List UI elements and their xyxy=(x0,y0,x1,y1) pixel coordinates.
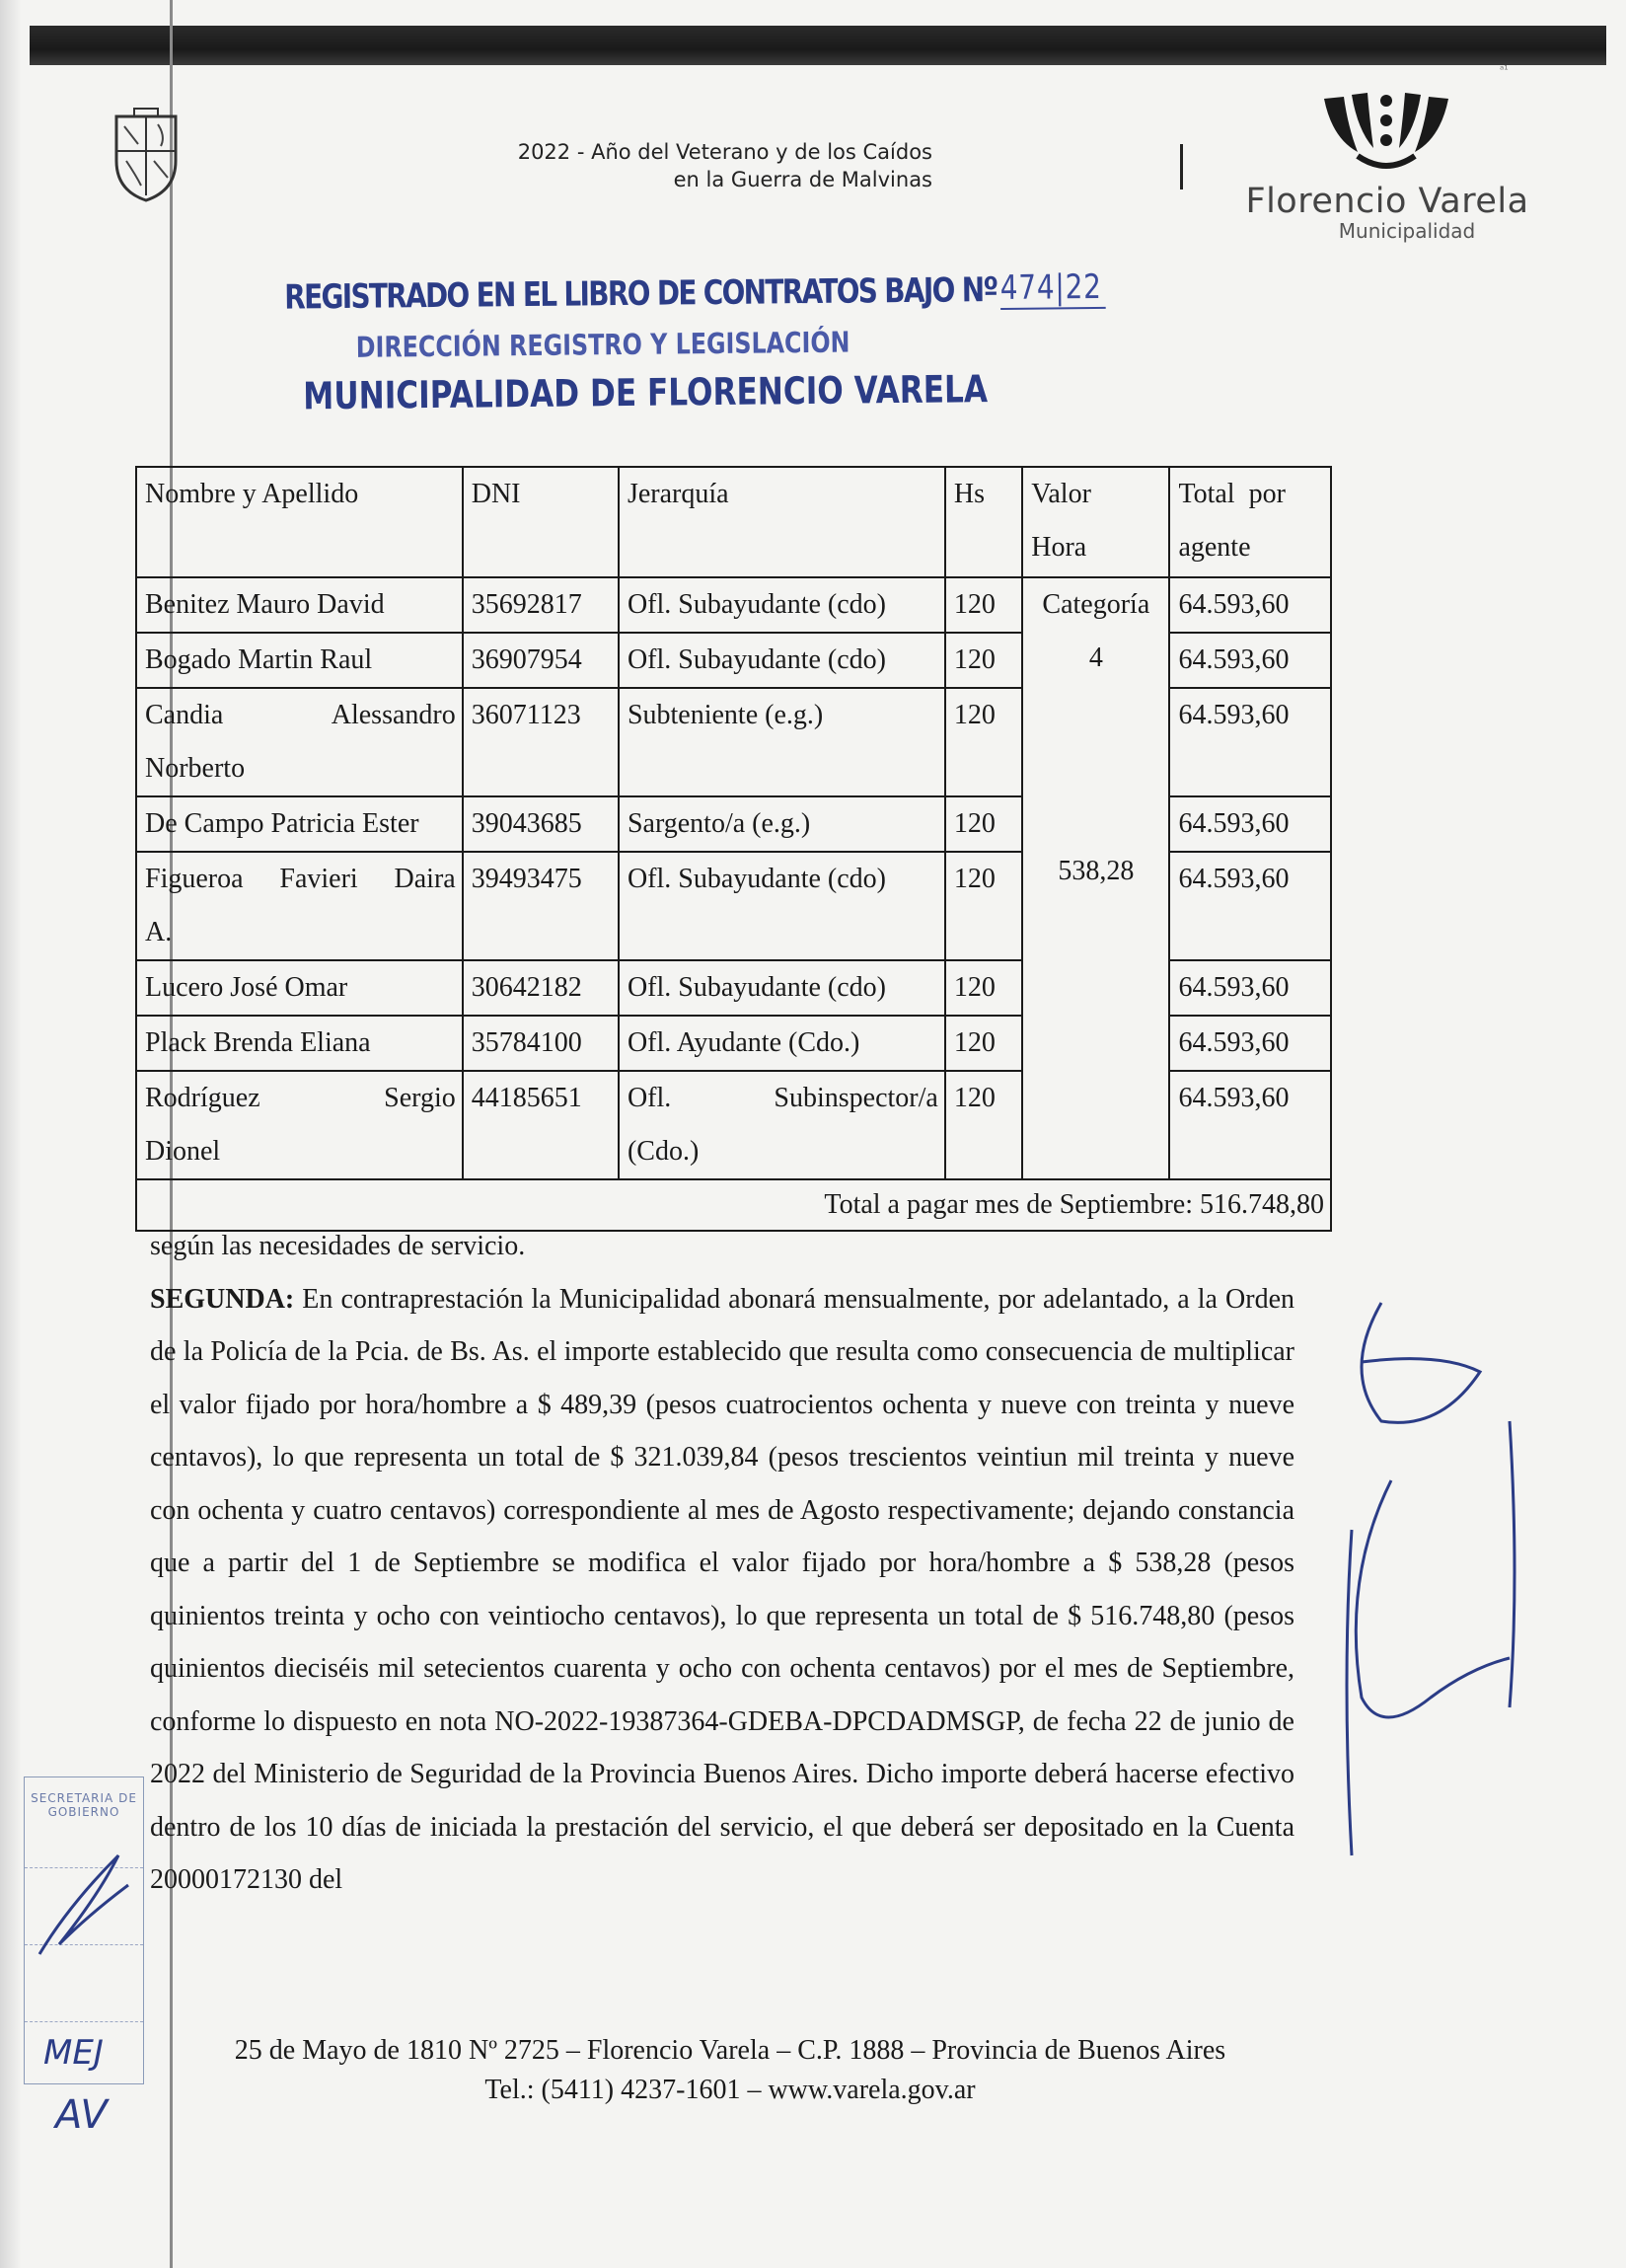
table-row xyxy=(136,577,1331,633)
header-dni: DNI xyxy=(463,467,619,577)
row-name: Bogado Martin Raul xyxy=(136,633,463,688)
row-name: De Campo Patricia Ester xyxy=(136,796,463,852)
row-name: Benitez Mauro David xyxy=(136,577,463,633)
row-jerarquia: Sargento/a (e.g.) xyxy=(619,796,945,852)
clause-segunda xyxy=(150,1273,1294,1907)
row-name xyxy=(136,852,463,960)
row-hs: 120 xyxy=(945,960,1022,1016)
name-part: Dionel xyxy=(145,1136,221,1167)
header-valor-line1: Valor xyxy=(1031,479,1091,509)
row-total: 64.593,60 xyxy=(1169,796,1331,852)
footer-address: 25 de Mayo de 1810 Nº 2725 – Florencio Varela – C.P. 1888 – Provincia de Buenos Aires xyxy=(234,2035,1226,2066)
row-hs: 120 xyxy=(945,688,1022,796)
contract-body xyxy=(150,1220,1294,1907)
row-hs: 120 xyxy=(945,577,1022,633)
row-dni: 36907954 xyxy=(463,633,619,688)
clause-segunda-label: SEGUNDA: xyxy=(150,1283,295,1315)
header-jerarquia: Jerarquía xyxy=(619,467,945,577)
handwritten-signature-icon xyxy=(1322,1283,1569,1875)
footer-contact: Tel.: (5411) 4237-1601 – www.varela.gov.ar xyxy=(484,2075,976,2105)
row-total: 64.593,60 xyxy=(1169,1016,1331,1071)
header-total-line1: Total por xyxy=(1178,479,1286,509)
name-part: Candia xyxy=(145,700,224,730)
stamp-line-2: DIRECCIÓN REGISTRO Y LEGISLACIÓN xyxy=(355,325,850,364)
jer-part: (Cdo.) xyxy=(627,1136,700,1167)
row-dni: 35784100 xyxy=(463,1016,619,1071)
row-jerarquia xyxy=(619,1071,945,1179)
logo-subtitle: Municipalidad xyxy=(1338,219,1476,243)
row-total: 64.593,60 xyxy=(1169,633,1331,688)
row-jerarquia: Subteniente (e.g.) xyxy=(619,688,945,796)
row-name: Lucero José Omar xyxy=(136,960,463,1016)
row-dni: 35692817 xyxy=(463,577,619,633)
valor-categoria-line2: 4 xyxy=(1088,643,1103,673)
scan-top-bar xyxy=(30,26,1606,65)
row-jerarquia: Ofl. Subayudante (cdo) xyxy=(619,633,945,688)
header-motto xyxy=(434,138,932,193)
page-footer xyxy=(158,2031,1302,2110)
corner-mark: ᵃ¹ xyxy=(1500,63,1509,76)
name-part: Daira xyxy=(394,864,456,894)
stamp-number: 474|22 xyxy=(1000,267,1106,310)
row-dni: 36071123 xyxy=(463,688,619,796)
jer-part: Subinspector/a xyxy=(774,1083,938,1113)
row-dni: 44185651 xyxy=(463,1071,619,1179)
row-dni: 39043685 xyxy=(463,796,619,852)
name-part: Norberto xyxy=(145,753,246,784)
row-total: 64.593,60 xyxy=(1169,577,1331,633)
header-total xyxy=(1169,467,1331,577)
row-hs: 120 xyxy=(945,796,1022,852)
row-hs: 120 xyxy=(945,1071,1022,1179)
name-part: Sergio xyxy=(384,1083,456,1113)
initials-av: AV xyxy=(55,2092,108,2138)
row-total: 64.593,60 xyxy=(1169,688,1331,796)
motto-line-2: en la Guerra de Malvinas xyxy=(673,168,932,191)
stamp-line-3: MUNICIPALIDAD DE FLORENCIO VARELA xyxy=(303,367,989,418)
secretaria-label: SECRETARIA DE GOBIERNO xyxy=(25,1777,143,1868)
row-dni: 39493475 xyxy=(463,852,619,960)
clause-segunda-text: En contraprestación la Municipalidad abonará mensualmente, por adelantado, a la Orden de la Policía de la Pcia. de Bs. As. el importe establecido que resulta como consecuencia de multiplicar el valor fijado por hora/hombre a $ 489,39 (pesos cuatrocientos ochenta y nueve con treinta y nueve centavos), lo que representa un total de $ 321.039,84 (pesos trescientos veintiun mil treinta y nueve con ochenta y cuatro centavos) correspondiente al mes de Agosto respectivamente; dejando constancia que a partir del 1 de Septiembre se modifica el valor fijado por hora/hombre a $ 538,28 (pesos quinientos treinta y ocho con veintiocho centavos), lo que representa un total de $ 516.748,80 (pesos quinientos dieciséis mil setecientos cuarenta y ocho con ochenta centavos) por el mes de Septiembre, conforme lo dispuesto en nota NO-2022-19387364-GDEBA-DPCDADMSGP, de fecha 22 de junio de 2022 del Ministerio de Seguridad de la Provincia Buenos Aires. Dicho importe deberá hacerse efectivo dentro de los 10 días de iniciada la prestación del servicio, el que deberá ser depositado en la Cuenta 20000172130 del xyxy=(150,1283,1294,1895)
scan-left-edge xyxy=(0,0,22,2268)
row-total: 64.593,60 xyxy=(1169,852,1331,960)
name-part: A. xyxy=(145,917,173,947)
row-jerarquia: Ofl. Ayudante (Cdo.) xyxy=(619,1016,945,1071)
row-name xyxy=(136,688,463,796)
florencio-varela-logo-icon xyxy=(1318,91,1454,172)
valor-hora-value: 538,28 xyxy=(1058,856,1135,886)
row-jerarquia: Ofl. Subayudante (cdo) xyxy=(619,960,945,1016)
row-total: 64.593,60 xyxy=(1169,1071,1331,1179)
header-name: Nombre y Apellido xyxy=(136,467,463,577)
side-initial-scribble-icon xyxy=(30,1836,148,1964)
header-valor-hora xyxy=(1022,467,1169,577)
header-valor-line2: Hora xyxy=(1031,532,1087,563)
row-hs: 120 xyxy=(945,633,1022,688)
registration-stamp xyxy=(266,266,1102,418)
row-hs: 120 xyxy=(945,1016,1022,1071)
table-header-row xyxy=(136,467,1331,577)
stamp-line-1 xyxy=(284,267,1106,318)
row-name: Plack Brenda Eliana xyxy=(136,1016,463,1071)
row-hs: 120 xyxy=(945,852,1022,960)
valor-categoria-line1: Categoría xyxy=(1042,589,1150,620)
row-jerarquia: Ofl. Subayudante (cdo) xyxy=(619,577,945,633)
header-hs: Hs xyxy=(945,467,1022,577)
jer-part: Ofl. xyxy=(627,1083,672,1113)
initials-mej: MEJ xyxy=(43,2033,104,2073)
header-total-line2: agente xyxy=(1178,532,1251,563)
name-part: Favieri xyxy=(279,864,358,894)
agents-table xyxy=(135,466,1332,1232)
stamp-registered-text: REGISTRADO EN EL LIBRO DE CONTRATOS BAJO Nº xyxy=(284,270,998,318)
name-part: Figueroa xyxy=(145,864,244,894)
row-name xyxy=(136,1071,463,1179)
valor-hora-cell xyxy=(1022,577,1169,1179)
servicio-line: según las necesidades de servicio. xyxy=(150,1231,526,1261)
name-part: Rodríguez xyxy=(145,1083,260,1113)
total-to-pay: Total a pagar mes de Septiembre: 516.748,80 xyxy=(136,1179,1331,1231)
logo-name: Florencio Varela xyxy=(1245,182,1529,221)
row-jerarquia: Ofl. Subayudante (cdo) xyxy=(619,852,945,960)
header-divider xyxy=(1180,144,1183,189)
row-dni: 30642182 xyxy=(463,960,619,1016)
coat-of-arms-icon xyxy=(107,107,185,205)
name-part: Alessandro xyxy=(331,700,456,730)
motto-line-1: 2022 - Año del Veterano y de los Caídos xyxy=(517,140,932,164)
row-total: 64.593,60 xyxy=(1169,960,1331,1016)
